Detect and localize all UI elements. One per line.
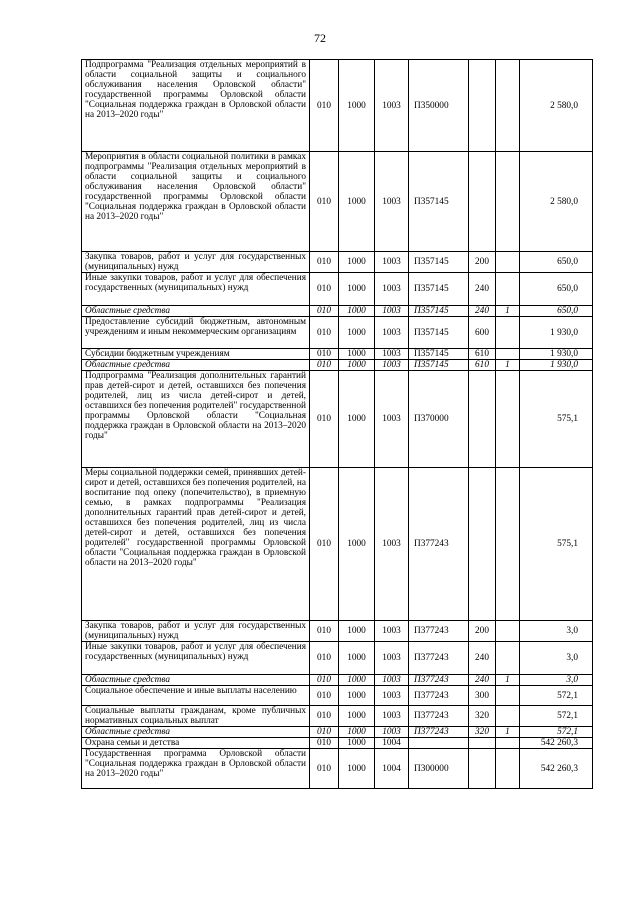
table-row xyxy=(82,306,593,317)
table-row xyxy=(82,60,593,152)
row-csr-cell xyxy=(409,738,469,749)
row-vr-cell: 320 xyxy=(469,706,496,727)
row-csr-cell: П377243 xyxy=(409,706,469,727)
row-pr-cell: 1003 xyxy=(375,686,409,706)
row-name-cell: Меры социальной поддержки семей, принявших детей-сирот и детей, оставшихся без попечения родителей, на воспитание под опеку (попечительство), в приемную семью, в рамках подпрограммы "Реализация дополнительных гарантий прав детей-сирот и детей, оставшихся без попечения родителей, лиц из числа детей-сирот и детей, оставшихся без попечения родителей" государственной программы Орловской области "Социальная поддержка граждан в Орловской области на 2013–2020 годы" xyxy=(82,468,310,621)
row-rz-cell: 1000 xyxy=(339,317,375,349)
row-sum-cell: 542 260,3 xyxy=(520,738,593,749)
row-vr-cell xyxy=(469,371,496,468)
row-rz-cell: 1000 xyxy=(339,371,375,468)
row-rz-cell: 1000 xyxy=(339,749,375,789)
row-vr-cell xyxy=(469,60,496,152)
row-csr-cell: П377243 xyxy=(409,621,469,642)
row-src-cell xyxy=(496,706,520,727)
row-gr-cell: 010 xyxy=(310,468,339,621)
page-number: 72 xyxy=(314,31,326,45)
row-rz-cell: 1000 xyxy=(339,273,375,306)
row-gr-cell: 010 xyxy=(310,306,339,317)
row-name-cell: Подпрограмма "Реализация отдельных мероприятий в области социальной защиты и социального обслуживания населения Орловской области" государственной программы Орловской области "Социальная поддержка граждан в Орловской области на 2013–2020 годы" xyxy=(82,60,310,152)
row-name-cell: Государственная программа Орловской области "Социальная поддержка граждан в Орловской области на 2013–2020 годы" xyxy=(82,749,310,789)
row-rz-cell: 1000 xyxy=(339,60,375,152)
row-pr-cell: 1003 xyxy=(375,371,409,468)
row-src-cell xyxy=(496,349,520,360)
row-gr-cell: 010 xyxy=(310,360,339,371)
row-gr-cell: 010 xyxy=(310,252,339,273)
row-rz-cell: 1000 xyxy=(339,706,375,727)
row-csr-cell: П357145 xyxy=(409,252,469,273)
table-row xyxy=(82,749,593,789)
row-name-cell: Предоставление субсидий бюджетным, автономным учреждениям и иным некоммерческим организациям xyxy=(82,317,310,349)
row-src-cell xyxy=(496,738,520,749)
row-vr-cell xyxy=(469,468,496,621)
row-src-cell xyxy=(496,621,520,642)
row-src-cell xyxy=(496,371,520,468)
row-pr-cell: 1004 xyxy=(375,738,409,749)
table-row xyxy=(82,621,593,642)
row-pr-cell: 1003 xyxy=(375,60,409,152)
table-row xyxy=(82,273,593,306)
table-row xyxy=(82,468,593,621)
row-rz-cell: 1000 xyxy=(339,468,375,621)
budget-table xyxy=(81,59,593,789)
row-src-cell: 1 xyxy=(496,306,520,317)
row-vr-cell: 240 xyxy=(469,675,496,686)
table-row xyxy=(82,152,593,252)
row-rz-cell: 1000 xyxy=(339,686,375,706)
row-sum-cell: 3,0 xyxy=(520,642,593,675)
row-name-cell: Социальные выплаты гражданам, кроме публичных нормативных социальных выплат xyxy=(82,706,310,727)
row-pr-cell: 1003 xyxy=(375,621,409,642)
table-row xyxy=(82,349,593,360)
row-csr-cell: П357145 xyxy=(409,317,469,349)
row-csr-cell: П357145 xyxy=(409,273,469,306)
row-sum-cell: 2 580,0 xyxy=(520,152,593,252)
row-vr-cell: 320 xyxy=(469,727,496,738)
row-gr-cell: 010 xyxy=(310,152,339,252)
row-pr-cell: 1003 xyxy=(375,317,409,349)
table-row xyxy=(82,686,593,706)
row-csr-cell: П377243 xyxy=(409,675,469,686)
row-vr-cell: 300 xyxy=(469,686,496,706)
row-gr-cell: 010 xyxy=(310,60,339,152)
row-sum-cell: 650,0 xyxy=(520,252,593,273)
row-sum-cell: 1 930,0 xyxy=(520,317,593,349)
row-vr-cell xyxy=(469,749,496,789)
row-gr-cell: 010 xyxy=(310,273,339,306)
row-name-cell: Подпрограмма "Реализация дополнительных гарантий прав детей-сирот и детей, оставшихся без попечения родителей, лиц из числа детей-сирот и детей, оставшихся без попечения родителей" государственной программы Орловской области "Социальная поддержка граждан в Орловской области на 2013–2020 годы" xyxy=(82,371,310,468)
row-name-cell: Областные средства xyxy=(82,306,310,317)
row-src-cell: 1 xyxy=(496,727,520,738)
row-pr-cell: 1003 xyxy=(375,273,409,306)
row-src-cell xyxy=(496,252,520,273)
row-gr-cell: 010 xyxy=(310,749,339,789)
row-rz-cell: 1000 xyxy=(339,675,375,686)
table-row xyxy=(82,360,593,371)
table-row xyxy=(82,317,593,349)
row-gr-cell: 010 xyxy=(310,727,339,738)
row-name-cell: Закупка товаров, работ и услуг для государственных (муниципальных) нужд xyxy=(82,621,310,642)
row-pr-cell: 1003 xyxy=(375,349,409,360)
row-sum-cell: 575,1 xyxy=(520,468,593,621)
row-sum-cell: 3,0 xyxy=(520,621,593,642)
row-pr-cell: 1003 xyxy=(375,152,409,252)
row-rz-cell: 1000 xyxy=(339,642,375,675)
row-src-cell xyxy=(496,749,520,789)
row-csr-cell: П377243 xyxy=(409,727,469,738)
row-sum-cell: 572,1 xyxy=(520,686,593,706)
row-csr-cell: П370000 xyxy=(409,371,469,468)
row-gr-cell: 010 xyxy=(310,621,339,642)
row-gr-cell: 010 xyxy=(310,317,339,349)
row-name-cell: Социальное обеспечение и иные выплаты населению xyxy=(82,686,310,706)
row-name-cell: Областные средства xyxy=(82,675,310,686)
table-row xyxy=(82,642,593,675)
row-vr-cell: 240 xyxy=(469,273,496,306)
table-row xyxy=(82,252,593,273)
row-src-cell xyxy=(496,317,520,349)
row-name-cell: Субсидии бюджетным учреждениям xyxy=(82,349,310,360)
row-sum-cell: 572,1 xyxy=(520,727,593,738)
row-pr-cell: 1003 xyxy=(375,306,409,317)
row-sum-cell: 650,0 xyxy=(520,306,593,317)
row-gr-cell: 010 xyxy=(310,675,339,686)
row-src-cell xyxy=(496,60,520,152)
table-row xyxy=(82,738,593,749)
row-gr-cell: 010 xyxy=(310,706,339,727)
row-sum-cell: 572,1 xyxy=(520,706,593,727)
row-name-cell: Областные средства xyxy=(82,360,310,371)
table-row xyxy=(82,675,593,686)
row-sum-cell: 1 930,0 xyxy=(520,349,593,360)
row-sum-cell: 1 930,0 xyxy=(520,360,593,371)
table-row xyxy=(82,371,593,468)
row-vr-cell: 600 xyxy=(469,317,496,349)
row-csr-cell: П357145 xyxy=(409,360,469,371)
row-csr-cell: П377243 xyxy=(409,686,469,706)
row-rz-cell: 1000 xyxy=(339,727,375,738)
row-sum-cell: 542 260,3 xyxy=(520,749,593,789)
row-name-cell: Мероприятия в области социальной политики в рамках подпрограммы "Реализация отдельных мероприятий в области социальной защиты и социального обслуживания населения Орловской области" государственной программы Орловской области "Социальная поддержка граждан в Орловской области на 2013–2020 годы" xyxy=(82,152,310,252)
row-pr-cell: 1004 xyxy=(375,749,409,789)
row-rz-cell: 1000 xyxy=(339,252,375,273)
row-csr-cell: П357145 xyxy=(409,349,469,360)
row-src-cell xyxy=(496,642,520,675)
table-row xyxy=(82,706,593,727)
row-name-cell: Закупка товаров, работ и услуг для государственных (муниципальных) нужд xyxy=(82,252,310,273)
row-src-cell xyxy=(496,152,520,252)
row-name-cell: Охрана семьи и детства xyxy=(82,738,310,749)
row-src-cell: 1 xyxy=(496,360,520,371)
row-sum-cell: 575,1 xyxy=(520,371,593,468)
row-gr-cell: 010 xyxy=(310,349,339,360)
row-vr-cell: 200 xyxy=(469,252,496,273)
row-csr-cell: П357145 xyxy=(409,152,469,252)
row-sum-cell: 3,0 xyxy=(520,675,593,686)
row-csr-cell: П300000 xyxy=(409,749,469,789)
row-name-cell: Иные закупки товаров, работ и услуг для обеспечения государственных (муниципальных) нужд xyxy=(82,273,310,306)
row-csr-cell: П377243 xyxy=(409,642,469,675)
row-pr-cell: 1003 xyxy=(375,675,409,686)
row-vr-cell: 610 xyxy=(469,360,496,371)
row-vr-cell xyxy=(469,738,496,749)
row-pr-cell: 1003 xyxy=(375,642,409,675)
row-pr-cell: 1003 xyxy=(375,468,409,621)
row-vr-cell: 240 xyxy=(469,642,496,675)
table-row xyxy=(82,727,593,738)
row-src-cell: 1 xyxy=(496,675,520,686)
row-csr-cell: П350000 xyxy=(409,60,469,152)
row-rz-cell: 1000 xyxy=(339,360,375,371)
row-name-cell: Областные средства xyxy=(82,727,310,738)
row-gr-cell: 010 xyxy=(310,371,339,468)
row-rz-cell: 1000 xyxy=(339,738,375,749)
row-vr-cell xyxy=(469,152,496,252)
row-pr-cell: 1003 xyxy=(375,252,409,273)
row-rz-cell: 1000 xyxy=(339,152,375,252)
row-name-cell: Иные закупки товаров, работ и услуг для обеспечения государственных (муниципальных) нужд xyxy=(82,642,310,675)
row-rz-cell: 1000 xyxy=(339,349,375,360)
row-sum-cell: 2 580,0 xyxy=(520,60,593,152)
row-vr-cell: 240 xyxy=(469,306,496,317)
row-gr-cell: 010 xyxy=(310,642,339,675)
row-src-cell xyxy=(496,468,520,621)
row-gr-cell: 010 xyxy=(310,686,339,706)
row-rz-cell: 1000 xyxy=(339,621,375,642)
row-vr-cell: 610 xyxy=(469,349,496,360)
row-rz-cell: 1000 xyxy=(339,306,375,317)
row-vr-cell: 200 xyxy=(469,621,496,642)
table-body xyxy=(82,60,593,789)
row-pr-cell: 1003 xyxy=(375,727,409,738)
row-src-cell xyxy=(496,686,520,706)
row-csr-cell: П357145 xyxy=(409,306,469,317)
row-src-cell xyxy=(496,273,520,306)
row-pr-cell: 1003 xyxy=(375,706,409,727)
row-csr-cell: П377243 xyxy=(409,468,469,621)
row-gr-cell: 010 xyxy=(310,738,339,749)
row-pr-cell: 1003 xyxy=(375,360,409,371)
row-sum-cell: 650,0 xyxy=(520,273,593,306)
